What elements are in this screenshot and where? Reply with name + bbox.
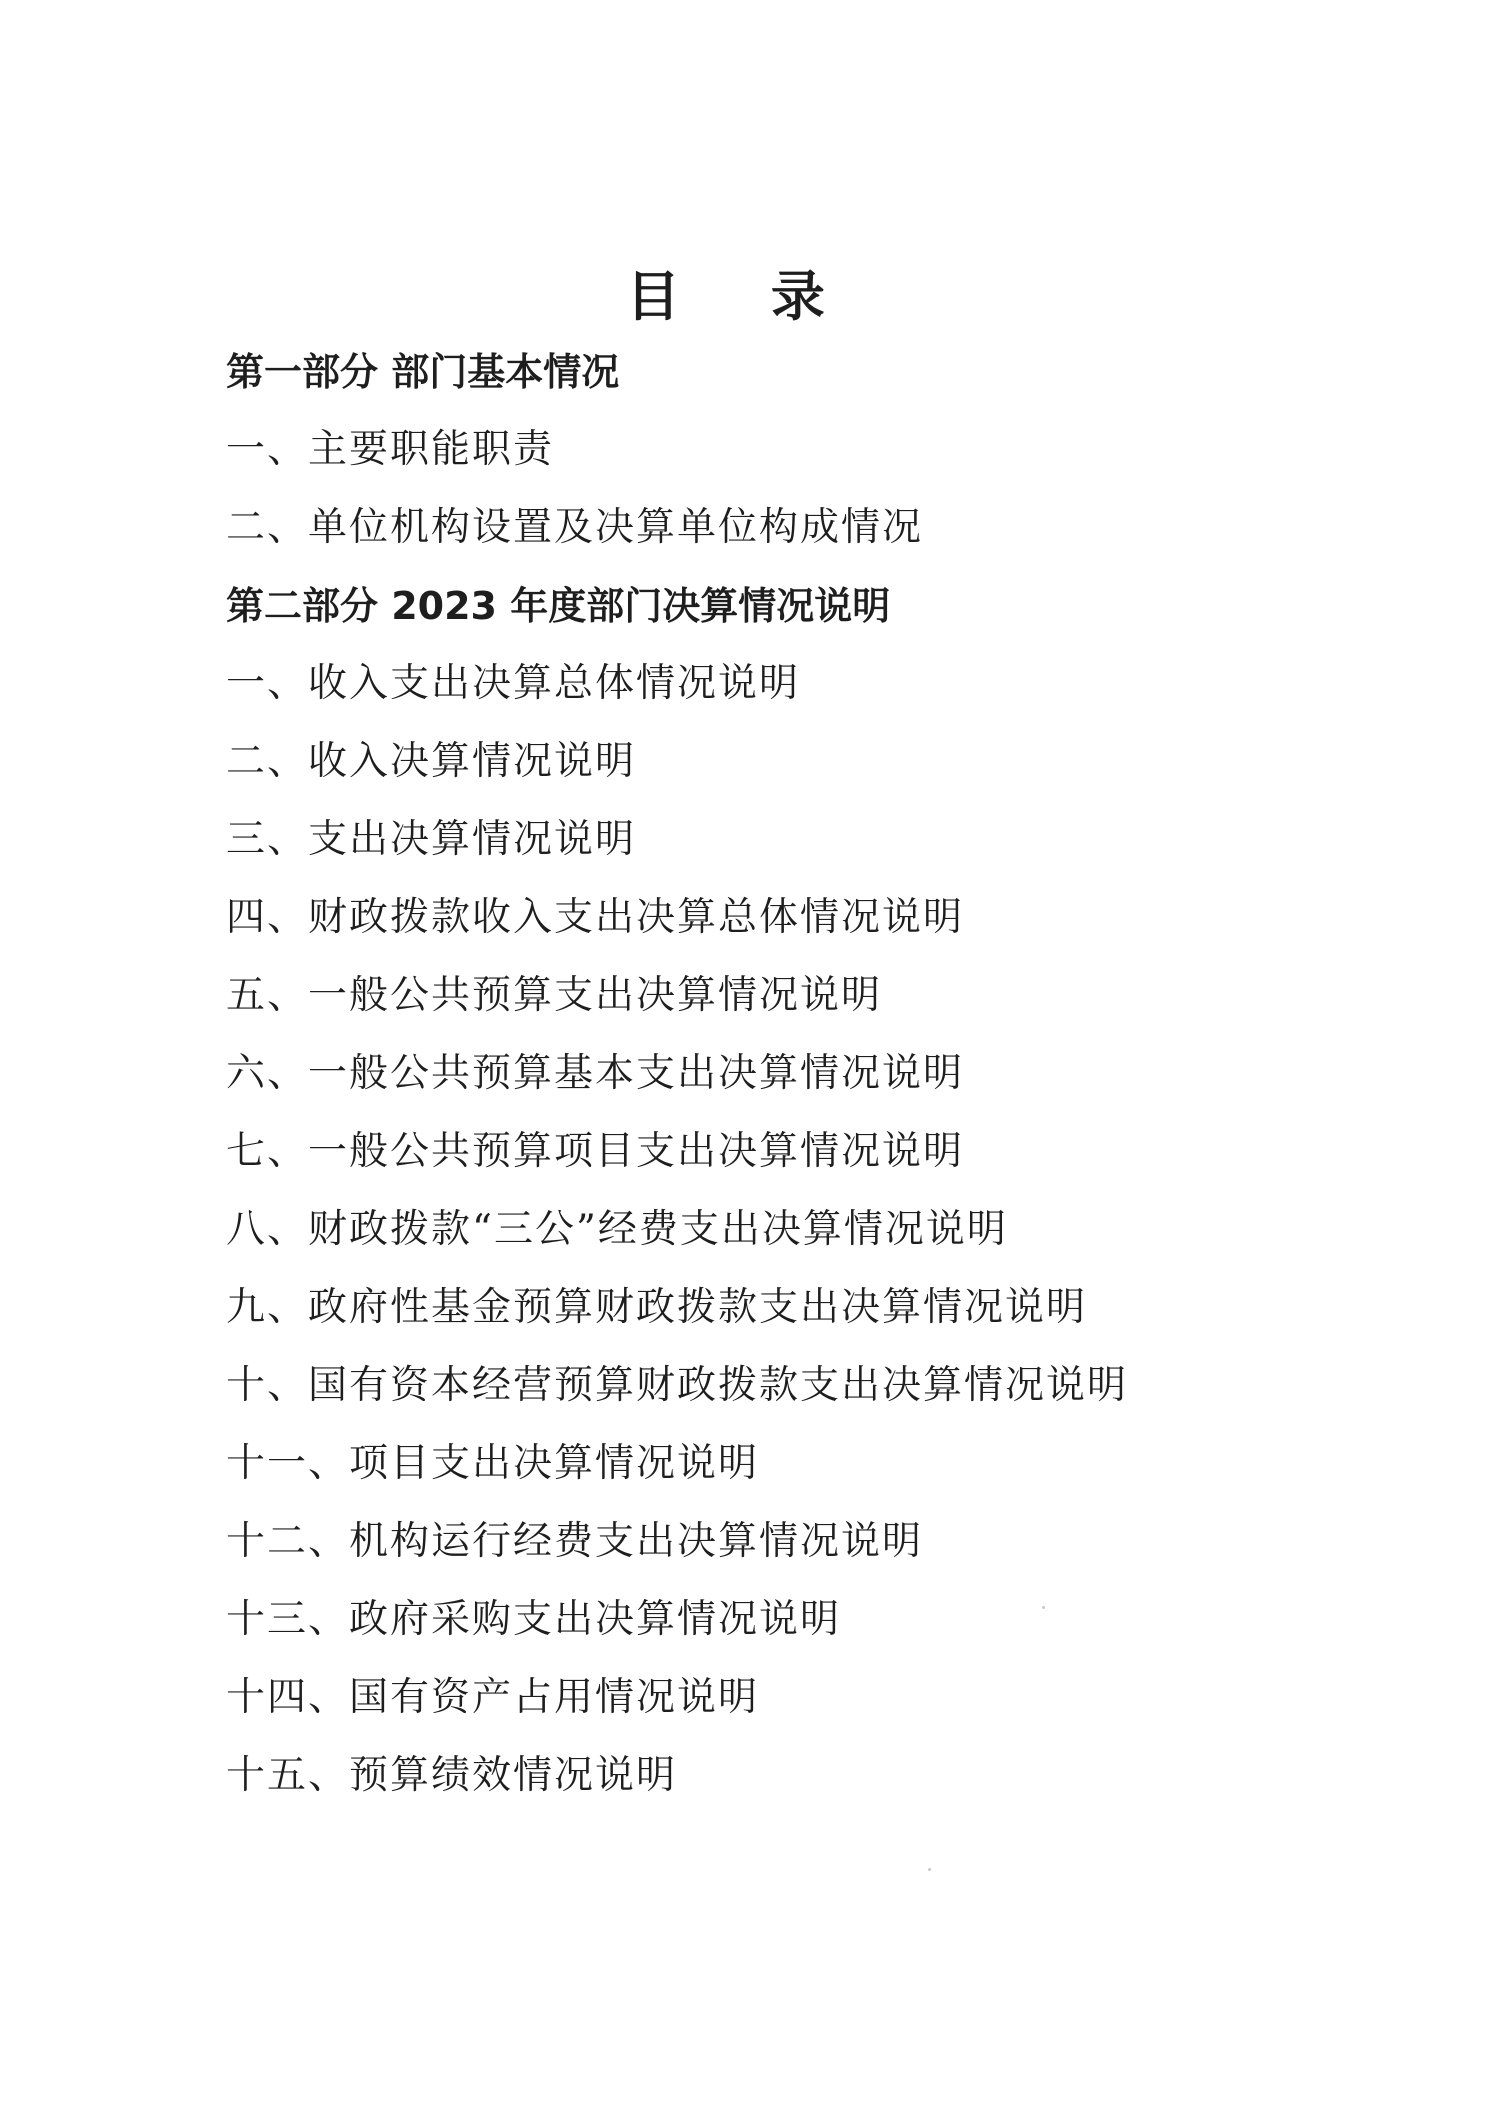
toc-item: 十五、预算绩效情况说明	[226, 1753, 678, 1798]
toc-item: 一、收入支出决算总体情况说明	[226, 661, 801, 706]
toc-item: 十一、项目支出决算情况说明	[226, 1441, 760, 1486]
toc-item: 十二、机构运行经费支出决算情况说明	[226, 1519, 924, 1564]
toc-part-heading: 第一部分 部门基本情况	[226, 350, 620, 394]
toc-part-heading: 第二部分 2023 年度部门决算情况说明	[226, 584, 891, 628]
toc-item: 六、一般公共预算基本支出决算情况说明	[226, 1051, 965, 1096]
toc-item: 三、支出决算情况说明	[226, 817, 637, 862]
toc-item: 七、一般公共预算项目支出决算情况说明	[226, 1129, 965, 1174]
toc-item: 八、财政拨款“三公”经费支出决算情况说明	[226, 1207, 1008, 1252]
toc-title: 目 录	[626, 265, 861, 328]
toc-item: 十四、国有资产占用情况说明	[226, 1675, 760, 1720]
toc-item: 五、一般公共预算支出决算情况说明	[226, 973, 883, 1018]
scan-speck	[928, 1868, 931, 1871]
toc-item: 九、政府性基金预算财政拨款支出决算情况说明	[226, 1285, 1088, 1330]
toc-item: 四、财政拨款收入支出决算总体情况说明	[226, 895, 965, 940]
toc-item: 一、主要职能职责	[226, 427, 555, 472]
toc-item: 二、收入决算情况说明	[226, 739, 637, 784]
scan-speck	[1042, 1606, 1045, 1609]
toc-item: 十、国有资本经营预算财政拨款支出决算情况说明	[226, 1363, 1129, 1408]
toc-item: 十三、政府采购支出决算情况说明	[226, 1597, 842, 1642]
toc-item: 二、单位机构设置及决算单位构成情况	[226, 505, 924, 550]
